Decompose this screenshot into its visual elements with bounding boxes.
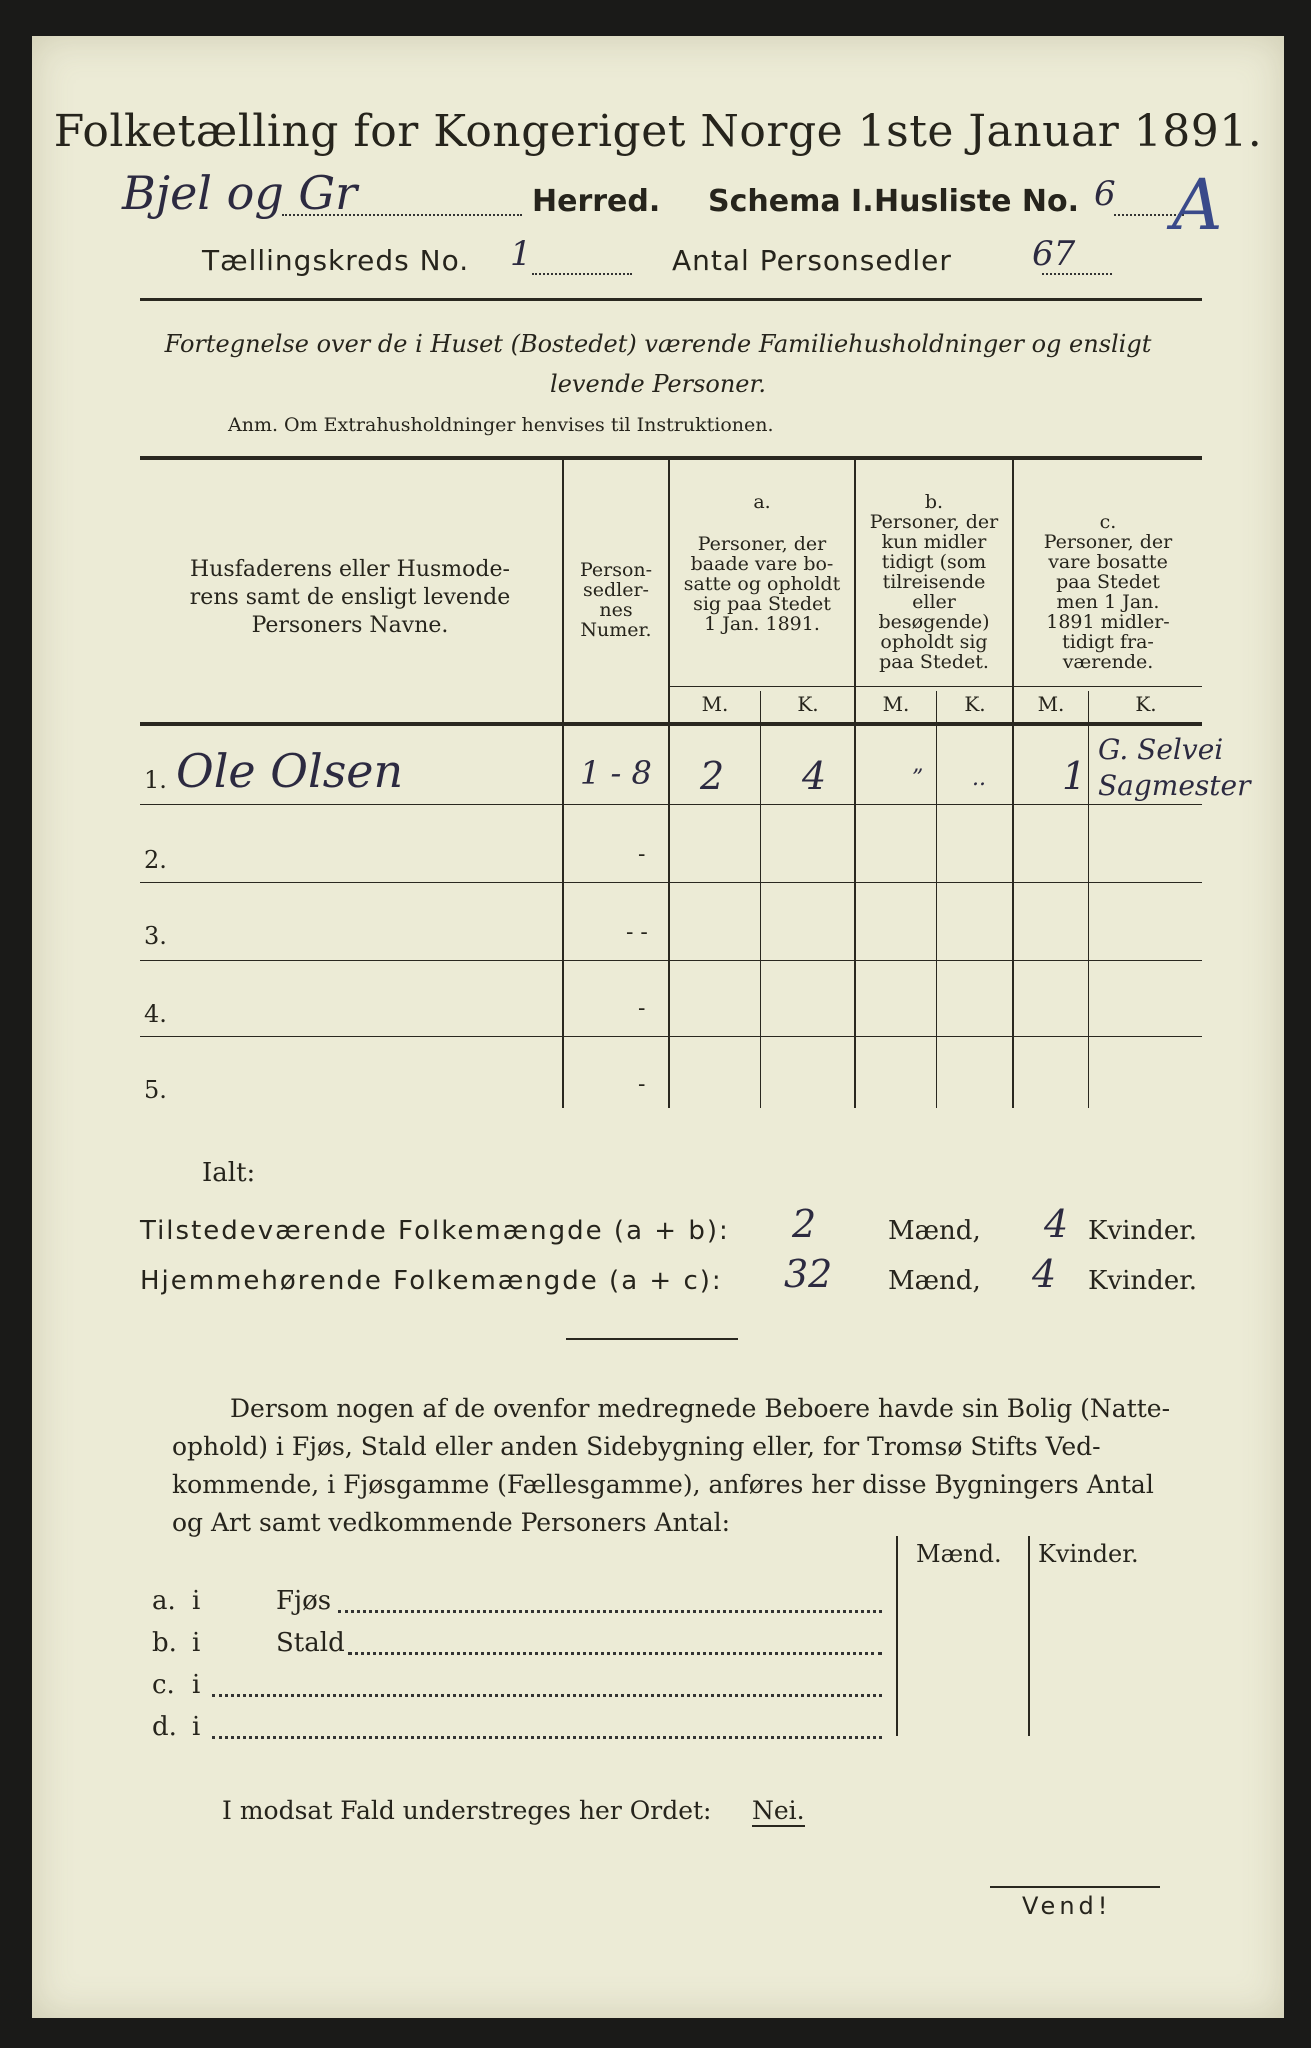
- b-k-label: K.: [964, 692, 986, 716]
- col-a-header: a. Personer, der baade vare bo- satte og opholdt sig paa Stedet 1 Jan. 1891.: [683, 491, 841, 635]
- antal-dots: [1042, 273, 1112, 275]
- row-persnum: -: [638, 1072, 646, 1097]
- tilstede-k: 4: [1044, 1202, 1069, 1246]
- building-item-label: Fjøs: [276, 1586, 332, 1616]
- col-b-header: b. Personer, der kun midler tidigt (som tilreisende eller besøgende) opholdt sig paa Stedet.: [869, 491, 999, 673]
- building-dots: [338, 1610, 882, 1613]
- tilstede-label: Tilstedeværende Folkemængde (a + b):: [140, 1216, 730, 1246]
- row-persnum: - -: [626, 920, 648, 945]
- b-m-label: M.: [882, 692, 910, 716]
- form-title: Folketælling for Kongeriget Norge 1ste Januar 1891.: [53, 106, 1263, 157]
- hjemme-m: 32: [784, 1252, 833, 1296]
- building-dots: [212, 1694, 882, 1697]
- row-name: Ole Olsen: [176, 744, 404, 798]
- row-rule: [140, 804, 1202, 805]
- building-item-letter: d.: [152, 1712, 177, 1742]
- herred-value: Bjel og Gr: [122, 166, 358, 220]
- table-vline: [1088, 691, 1089, 1108]
- buildings-paragraph: Dersom nogen af de ovenfor medregnede Beboere havde sin Bolig (Natte- ophold) i Fjøs, Stald eller anden Sidebygning eller, for Tromsø Stifts Ved- kommende, i Fjøsgamme (Fællesgamme), anføres her disse Bygningers Antal og Art samt vedkommende Personers Antal:: [172, 1394, 1171, 1537]
- buildings-kvinder-header: Kvinder.: [1038, 1540, 1139, 1568]
- a-k-label: K.: [797, 692, 819, 716]
- building-item-i: i: [192, 1586, 201, 1616]
- building-item-letter: c.: [152, 1670, 175, 1700]
- ialt-label: Ialt:: [202, 1158, 256, 1188]
- herred-label: Herred.: [532, 184, 661, 219]
- table-vline: [760, 691, 761, 1108]
- husliste-label: Husliste No.: [874, 184, 1079, 219]
- row-a-k: 4: [802, 754, 827, 798]
- vend-label: Vend!: [1022, 1892, 1112, 1920]
- col-c-header: c. Personer, der vare bosatte paa Stedet men 1 Jan. 1891 midler- tidigt fra- værende.: [1043, 511, 1173, 673]
- mk-rule: [668, 686, 1202, 687]
- row-persnum: 1 - 8: [580, 754, 652, 792]
- row-number: 3.: [144, 922, 167, 950]
- row-rule: [140, 1036, 1202, 1037]
- row-a-m: 2: [700, 754, 725, 798]
- building-item-i: i: [192, 1712, 201, 1742]
- hjemme-maend: Mænd,: [888, 1266, 981, 1296]
- antal-value: 67: [1032, 234, 1076, 274]
- building-item-i: i: [192, 1670, 201, 1700]
- buildings-maend-header: Mænd.: [916, 1540, 1002, 1568]
- tilstede-maend: Mænd,: [888, 1216, 981, 1246]
- row-b-k: ..: [972, 766, 986, 791]
- row-persnum: -: [638, 996, 646, 1021]
- table-vline: [936, 691, 937, 1108]
- row-rule: [140, 960, 1202, 961]
- col-name-header: Husfaderens eller Husmode- rens samt de ensligt levende Personers Navne.: [189, 557, 511, 638]
- row-number: 2.: [144, 846, 167, 874]
- table-header-rule: [140, 722, 1202, 726]
- buildings-vline: [896, 1536, 898, 1736]
- row-b-m: ”: [912, 766, 924, 791]
- kreds-value: 1: [510, 234, 532, 274]
- anm-note: Anm. Om Extrahusholdninger henvises til Instruktionen.: [228, 414, 774, 436]
- row-note: G. Selvei Sagmester: [1098, 733, 1251, 802]
- row-number: 4.: [144, 1000, 167, 1028]
- a-m-label: M.: [701, 692, 729, 716]
- herred-dots: [282, 214, 522, 216]
- building-item-i: i: [192, 1628, 201, 1658]
- husliste-value: 6: [1094, 174, 1116, 214]
- row-persnum: -: [638, 842, 646, 867]
- hjemme-label: Hjemmehørende Folkemængde (a + c):: [140, 1266, 723, 1296]
- hjemme-k: 4: [1032, 1252, 1057, 1296]
- tilstede-kvinder: Kvinder.: [1088, 1216, 1198, 1246]
- hjemme-kvinder: Kvinder.: [1088, 1266, 1198, 1296]
- building-dots: [348, 1652, 882, 1655]
- nei-word: Nei.: [752, 1796, 805, 1825]
- c-m-label: M.: [1037, 692, 1065, 716]
- kreds-label: Tællingskreds No.: [202, 244, 470, 277]
- header-rule: [140, 298, 1202, 301]
- row-number: 1.: [144, 766, 167, 794]
- census-form-page: [32, 36, 1284, 2018]
- table-vline: [562, 458, 564, 1108]
- c-k-label: K.: [1135, 692, 1157, 716]
- buildings-vline: [1028, 1536, 1030, 1736]
- vend-rule: [990, 1886, 1160, 1888]
- row-c-m: 1: [1062, 754, 1087, 798]
- schema-label: Schema I.: [708, 184, 874, 219]
- intro-line1: Fortegnelse over de i Huset (Bostedet) værende Familiehusholdninger og ensligt: [164, 330, 1152, 358]
- col-num-header: Person- sedler- nes Numer.: [579, 559, 653, 641]
- intro-line2: levende Personer.: [550, 370, 766, 398]
- building-item-letter: b.: [152, 1628, 177, 1658]
- nei-prefix: I modsat Fald understreges her Ordet:: [222, 1796, 712, 1825]
- separator-rule: [566, 1338, 738, 1340]
- building-dots: [212, 1736, 882, 1739]
- building-item-label: Stald: [276, 1628, 345, 1658]
- table-top-rule: [140, 456, 1202, 460]
- building-item-letter: a.: [152, 1586, 176, 1616]
- row-number: 5.: [144, 1076, 167, 1104]
- row-rule: [140, 882, 1202, 883]
- margin-mark: A: [1172, 164, 1223, 246]
- tilstede-m: 2: [792, 1202, 817, 1246]
- antal-label: Antal Personsedler: [672, 244, 952, 277]
- kreds-dots: [532, 273, 632, 275]
